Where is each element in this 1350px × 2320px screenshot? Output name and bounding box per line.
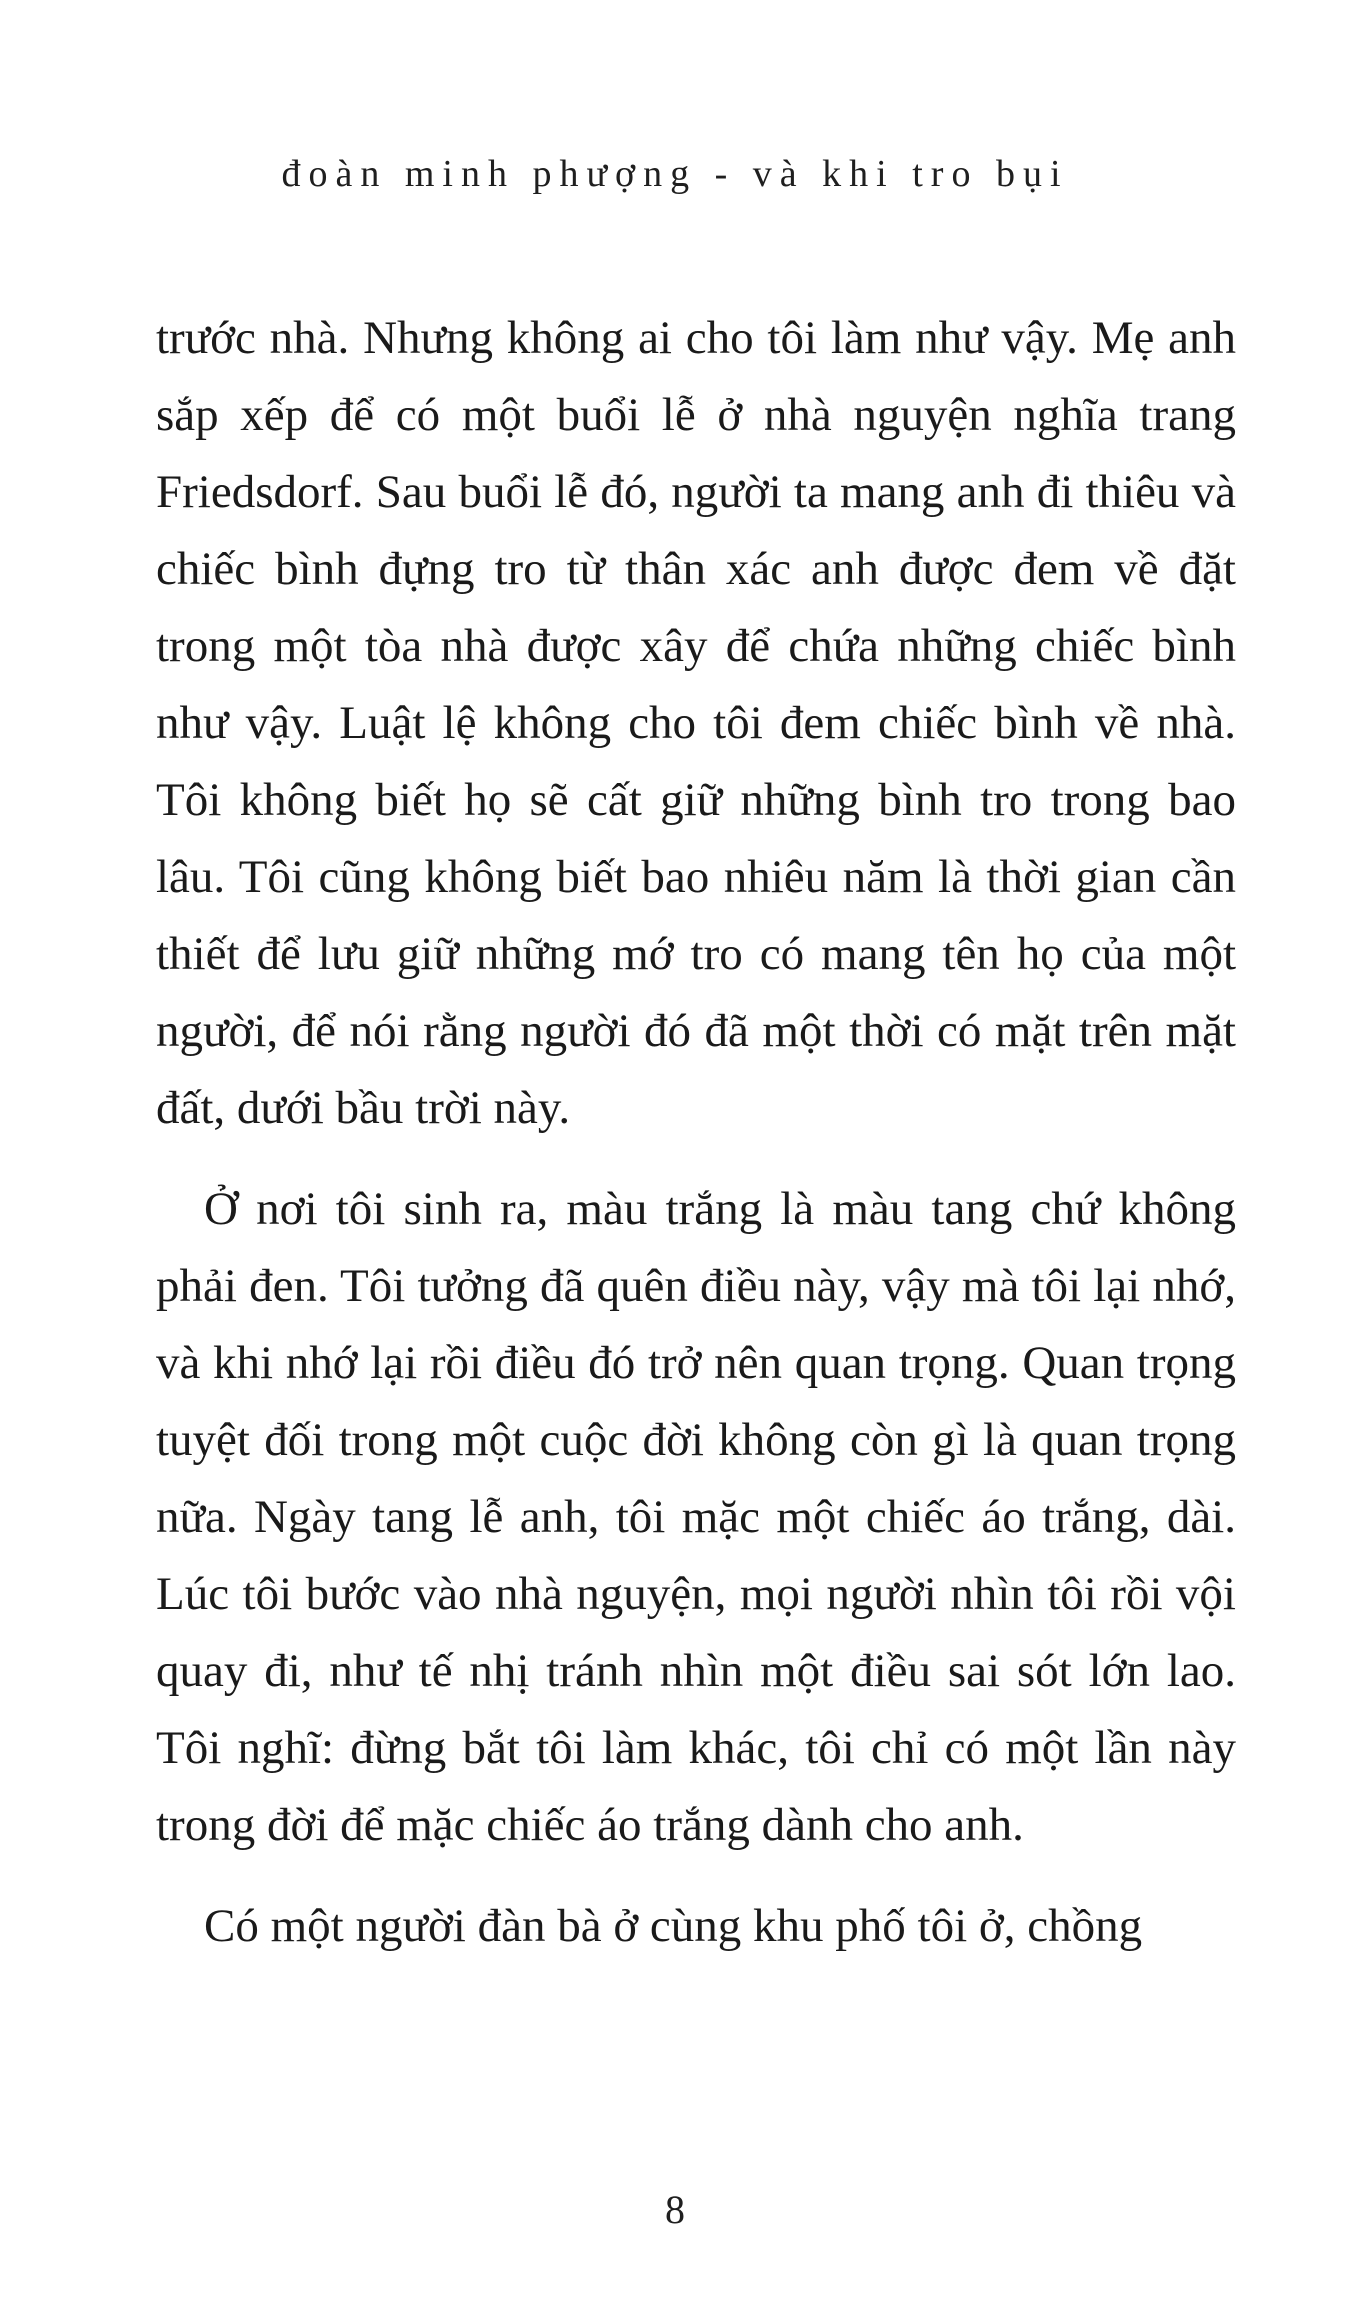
page-number: 8 (665, 2187, 685, 2232)
running-header: đoàn minh phượng - và khi tro bụi (281, 153, 1069, 195)
paragraph-white-mourning: Ở nơi tôi sinh ra, màu trắng là màu tang chứ không phải đen. Tôi tưởng đã quên điều này, vậy mà tôi lại nhớ, và khi nhớ lại rồi điều đó trở nên quan trọng. Quan trọng tuyệt đối trong một cuộc đời không còn gì là quan trọng nữa. Ngày tang lễ anh, tôi mặc một chiếc áo trắng, dài. Lúc tôi bước vào nhà nguyện, mọi người nhìn tôi rồi vội quay đi, như tế nhị tránh nhìn một điều sai sót lớn lao. Tôi nghĩ: đừng bắt tôi làm khác, tôi chỉ có một lần này trong đời để mặc chiếc áo trắng dành cho anh. (156, 1183, 1236, 1851)
body-text (156, 300, 1236, 1965)
paragraph-continued: trước nhà. Nhưng không ai cho tôi làm như vậy. Mẹ anh sắp xếp để có một buổi lễ ở nhà nguyện nghĩa trang Friedsdorf. Sau buổi lễ đó, người ta mang anh đi thiêu và chiếc bình đựng tro từ thân xác anh được đem về đặt trong một tòa nhà được xây để chứa những chiếc bình như vậy. Luật lệ không cho tôi đem chiếc bình về nhà. Tôi không biết họ sẽ cất giữ những bình tro trong bao lâu. Tôi cũng không biết bao nhiêu năm là thời gian cần thiết để lưu giữ những mớ tro có mang tên họ của một người, để nói rằng người đó đã một thời có mặt trên mặt đất, dưới bầu trời này. (156, 312, 1236, 1134)
paragraph-neighbor: Có một người đàn bà ở cùng khu phố tôi ở, chồng (204, 1900, 1143, 1952)
